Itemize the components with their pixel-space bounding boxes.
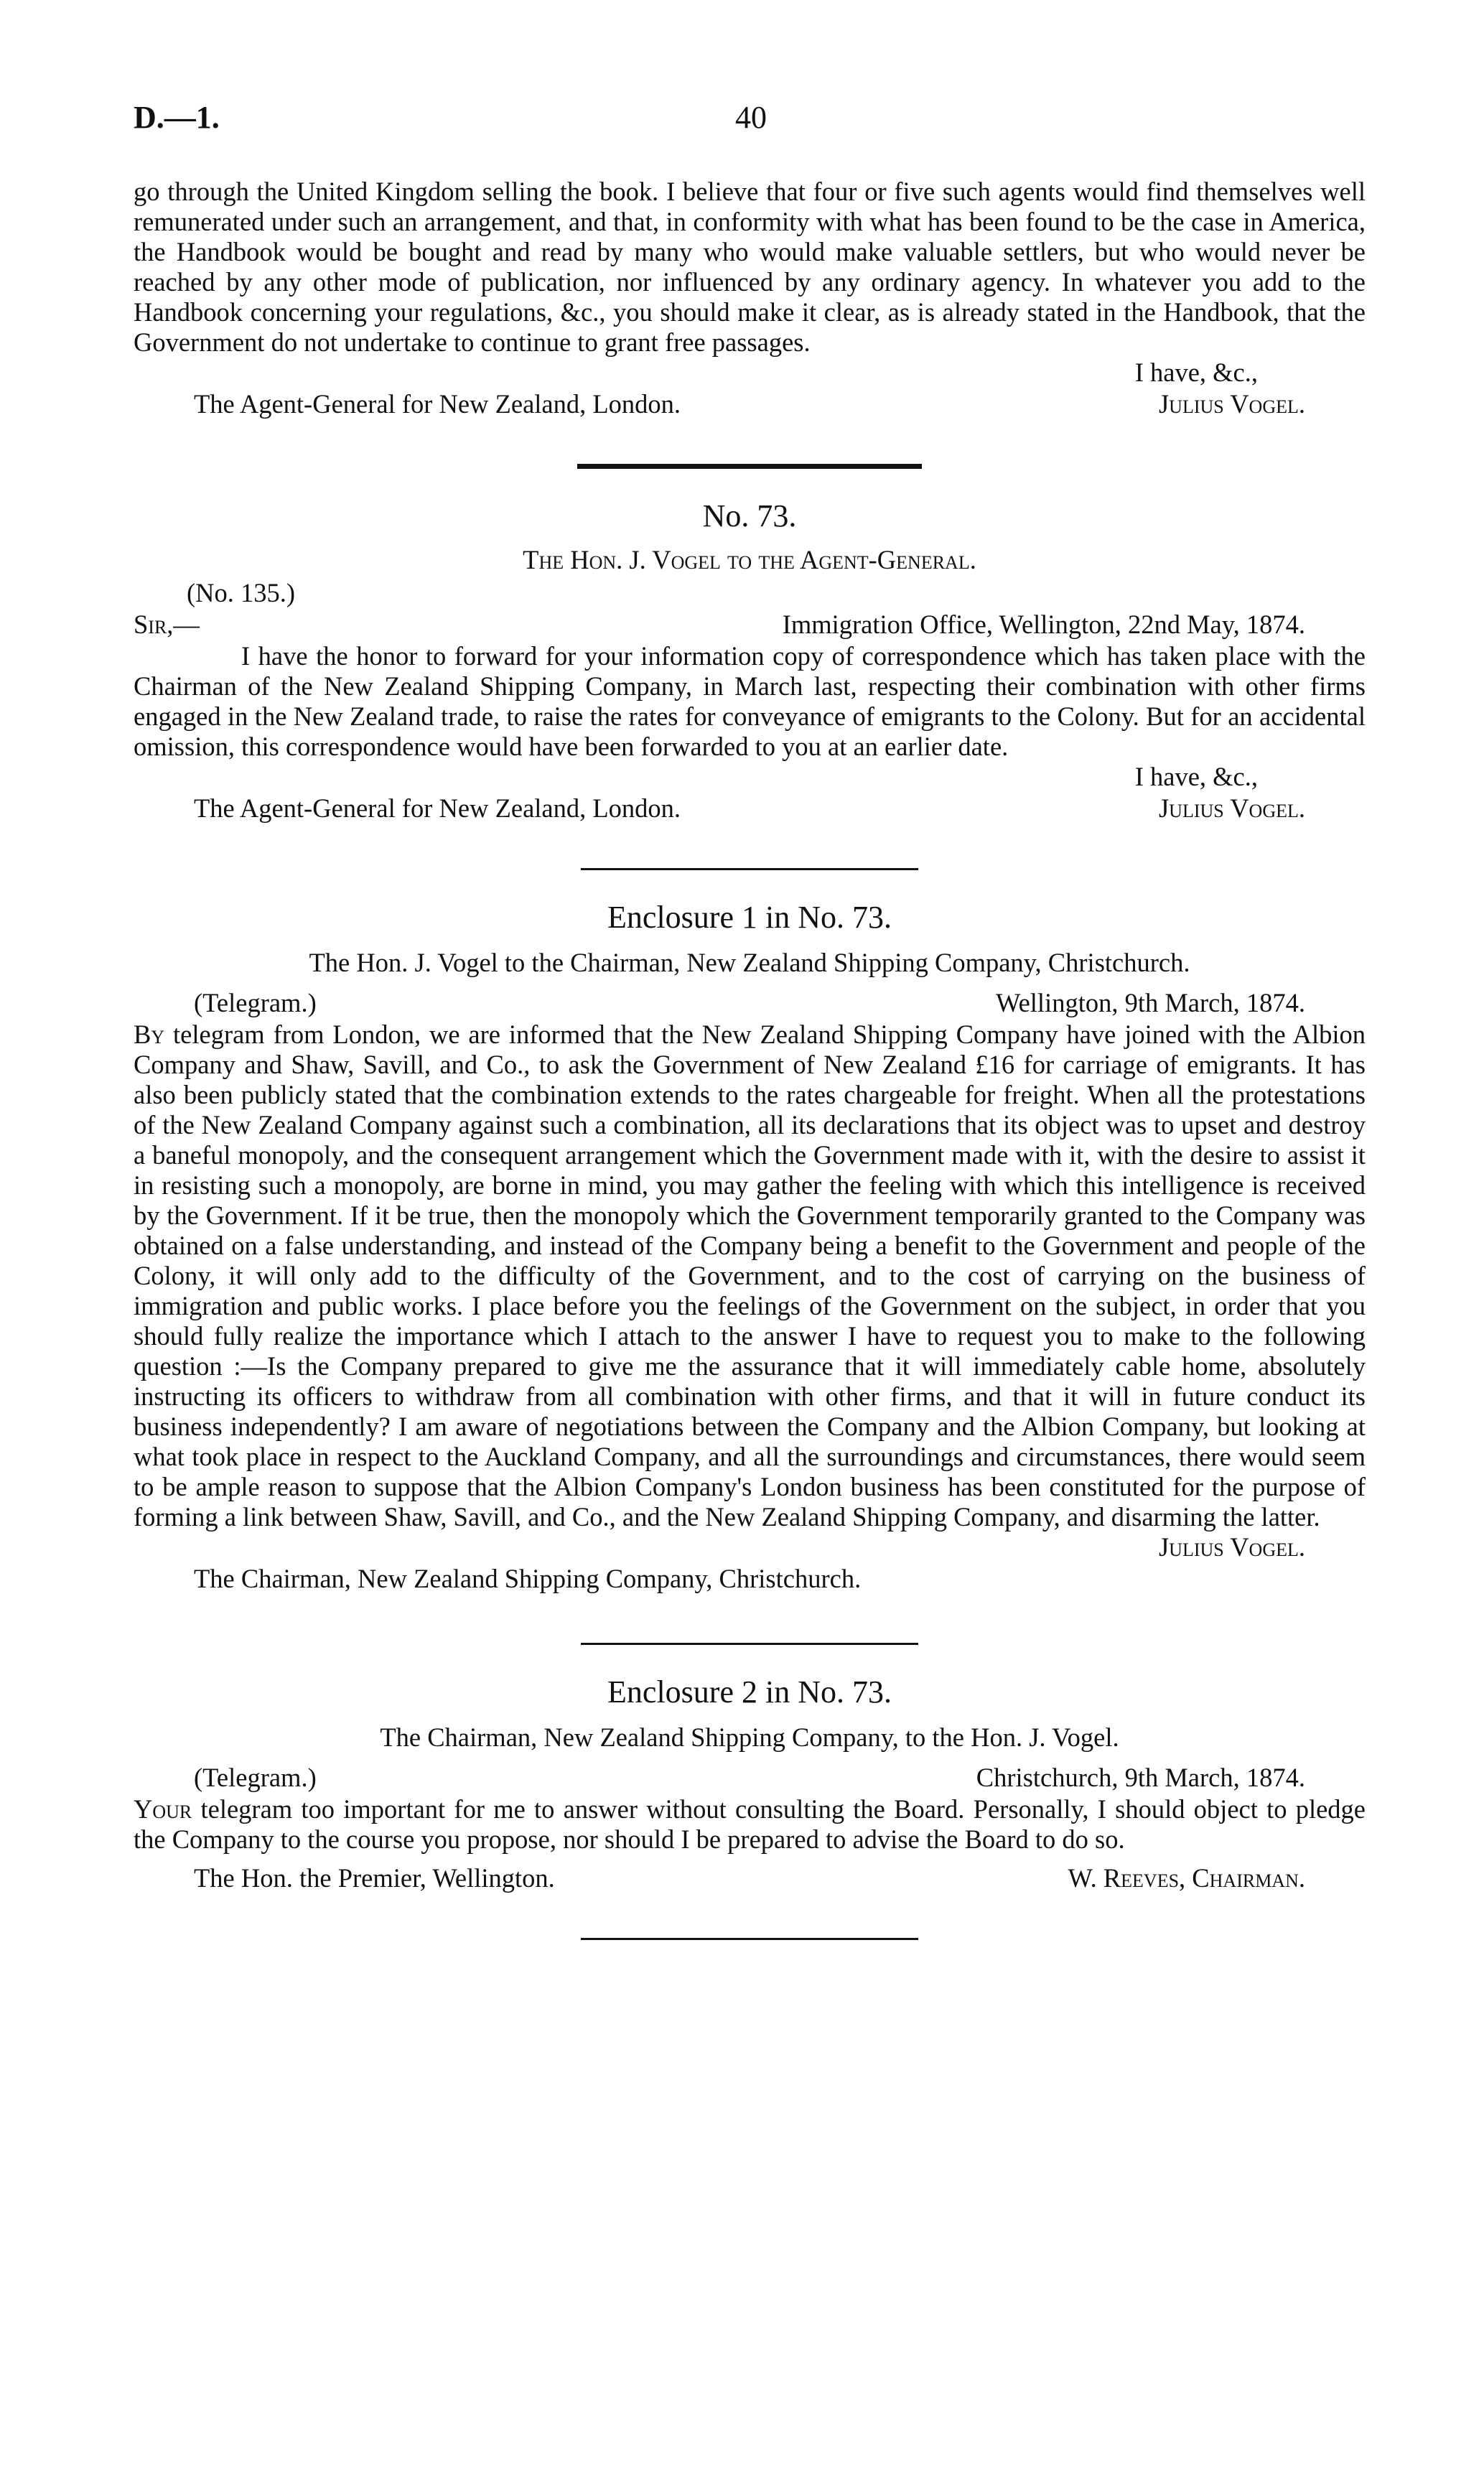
addressee: The Agent-General for New Zealand, London.	[194, 389, 681, 419]
enclosure-title: Enclosure 1 in No. 73.	[607, 900, 892, 935]
divider	[581, 868, 918, 870]
page-content	[134, 177, 1366, 1940]
enclosure-1	[134, 899, 1366, 1595]
enclosure-subtitle: The Chairman, New Zealand Shipping Company, to the Hon. J. Vogel.	[380, 1722, 1119, 1752]
enclosure-2	[134, 1674, 1366, 1895]
letter-reference: (No. 135.)	[187, 578, 296, 607]
page-header	[126, 99, 1376, 142]
signature-row	[134, 1532, 1366, 1564]
thick-divider	[577, 464, 922, 469]
signature: Julius Vogel.	[1158, 389, 1305, 419]
salutation: Sir,—	[134, 610, 200, 639]
signature: Julius Vogel.	[1158, 1532, 1305, 1562]
continuation-section	[134, 177, 1366, 421]
paragraph-text: telegram too important for me to answer without consulting the Board. Personally, I should object to pledge the Company to the course you propose, nor should I be prepared to advise the Board to do so.	[134, 1794, 1366, 1854]
closing: I have, &c.,	[1134, 358, 1258, 387]
addressee: The Agent-General for New Zealand, London.	[194, 793, 681, 823]
closing: I have, &c.,	[1134, 762, 1258, 791]
letter-no-73	[134, 498, 1366, 825]
place-date: Immigration Office, Wellington, 22nd May, 1874.	[782, 610, 1305, 639]
salutation-row	[134, 610, 1366, 641]
enclosure-subtitle: The Hon. J. Vogel to the Chairman, New Zealand Shipping Company, Christchurch.	[309, 948, 1190, 977]
telegram-row	[134, 1763, 1366, 1794]
closing-row	[134, 358, 1366, 389]
addressee-signature-row	[134, 1863, 1366, 1895]
page-number: 40	[735, 100, 767, 135]
lead-word: Your	[134, 1794, 192, 1824]
letter-title: No. 73.	[702, 498, 797, 533]
signature: Julius Vogel.	[1158, 793, 1305, 823]
continuation-paragraph: go through the United Kingdom selling the book. I believe that four or five such agents would find themselves well remunerated under such an arrangement, and that, in conformity with what has been found to be the case in America, the Handbook would be bought and read by many who would make valuable settlers, but who would never be reached by any other mode of publication, nor influenced by any ordinary agency. In whatever you add to the Handbook concerning your regulations, &c., you should make it clear, as is already stated in the Handbook, that the Government do not undertake to continue to grant free passages.	[134, 177, 1366, 357]
paragraph-text: telegram from London, we are informed that the New Zealand Shipping Company have joined with the Albion Company and Shaw, Savill, and Co., to ask the Government of New Zealand £16 for carriage of emigrants. It has also been publicly stated that the combination extends to the rates chargeable for freight. When all the protestations of the New Zealand Company against such a combination, all its declarations that its object was to upset and destroy a baneful monopoly, and the consequent arrangement which the Government made with it, with the desire to assist it in resisting such a monopoly, are borne in mind, you may gather the feeling with which this intelligence is received by the Government. If it be true, then the monopoly which the Government temporarily granted to the Company was obtained on a false understanding, and instead of the Company being a benefit to the Government and people of the Colony, it will only add to the difficulty of the Government, and to the cost of carrying on the business of immigration and public works. I place before you the feelings of the Government on the subject, in order that you should fully realize the importance which I attach to the answer I have to request you to make to the following question :—Is the Company prepared to give me the assurance that it will immediately cable home, absolutely instructing its officers to withdraw from all combination with other firms, and that it will in future conduct its business independently? I am aware of negotiations between the Company and the Albion Company, but looking at what took place in respect to the Auckland Company, and all the surroundings and circumstances, there would seem to be ample reason to suppose that the Albion Company's London business has been constituted for the purpose of forming a link between Shaw, Savill, and Co., and the New Zealand Shipping Company, and disarming the latter.	[134, 1020, 1366, 1531]
document-type: (Telegram.)	[194, 1763, 317, 1792]
ref-row	[134, 578, 1366, 610]
signature: W. Reeves, Chairman.	[1068, 1863, 1305, 1893]
addressee: The Hon. the Premier, Wellington.	[194, 1863, 555, 1893]
enclosure-paragraph	[134, 1794, 1366, 1855]
letter-paragraph: I have the honor to forward for your information copy of correspondence which has taken place with the Chairman of the New Zealand Shipping Company, in March last, respecting their combination with other firms engaged in the New Zealand trade, to raise the rates for conveyance of emigrants to the Colony. But for an accidental omission, this correspondence would have been forwarded to you at an earlier date.	[134, 641, 1366, 761]
divider	[581, 1938, 918, 1940]
addressee-signature-row	[134, 389, 1366, 421]
telegram-row	[134, 988, 1366, 1020]
enclosure-paragraph	[134, 1020, 1366, 1532]
closing-row	[134, 762, 1366, 793]
place-date: Christchurch, 9th March, 1874.	[976, 1763, 1305, 1792]
divider	[581, 1643, 918, 1645]
letter-subtitle: The Hon. J. Vogel to the Agent-General.	[523, 545, 976, 574]
addressee-row	[134, 1564, 1366, 1595]
document-type: (Telegram.)	[194, 988, 317, 1017]
addressee-signature-row	[134, 793, 1366, 825]
enclosure-title: Enclosure 2 in No. 73.	[607, 1674, 892, 1710]
addressee: The Chairman, New Zealand Shipping Company, Christchurch.	[194, 1564, 862, 1593]
place-date: Wellington, 9th March, 1874.	[996, 988, 1305, 1017]
lead-word: By	[134, 1020, 165, 1049]
document-reference: D.—1.	[134, 100, 220, 135]
